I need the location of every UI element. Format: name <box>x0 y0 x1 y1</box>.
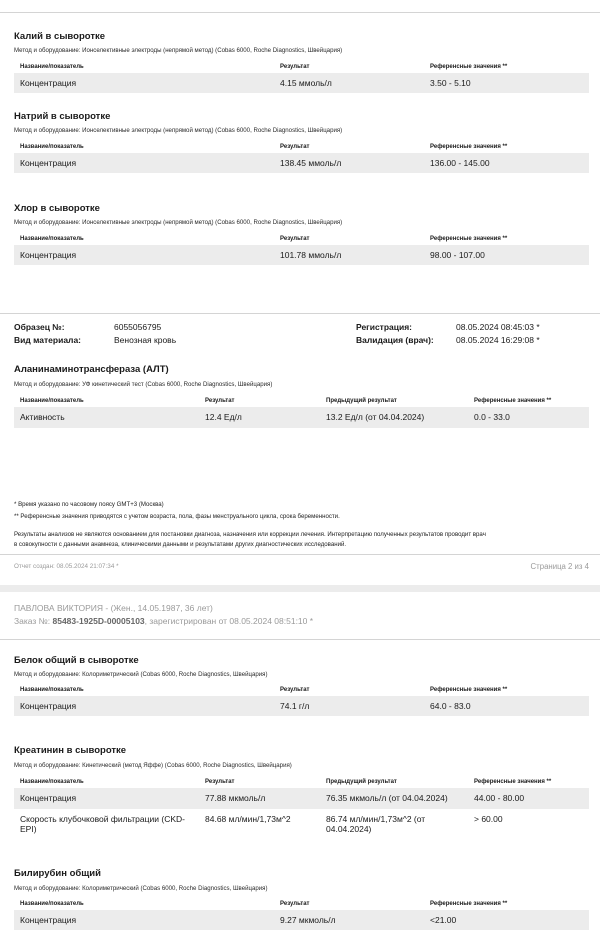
disclaimer-line-2: в совокупности с данными анамнеза, клиническими данными и результатами других диагностических исследований. <box>14 541 347 548</box>
cell-reference: 136.00 - 145.00 <box>430 158 490 168</box>
header-result: Результат <box>280 144 310 150</box>
header-name: Название/показатель <box>20 236 84 242</box>
cell-reference: 64.0 - 83.0 <box>430 701 471 711</box>
cell-result: 84.68 мл/мин/1,73м^2 <box>205 814 291 824</box>
header-name: Название/показатель <box>20 779 84 785</box>
cell-result: 101.78 ммоль/л <box>280 250 342 260</box>
header-result: Результат <box>280 236 310 242</box>
cell-reference: 3.50 - 5.10 <box>430 78 471 88</box>
method-text: Метод и оборудование: Ионселективные электроды (непрямой метод) (Cobas 6000, Roche Diagnostics, Швейцария) <box>14 127 343 134</box>
table-row <box>14 73 589 93</box>
registration-label: Регистрация: <box>356 322 413 332</box>
order-info <box>14 616 313 626</box>
cell-previous: 13.2 Ед/л (от 04.04.2024) <box>326 412 425 422</box>
header-reference: Референсные значения ** <box>474 779 552 785</box>
section-title: Креатинин в сыворотке <box>14 745 127 756</box>
method-text: Метод и оборудование: Ионселективные электроды (непрямой метод) (Cobas 6000, Roche Diagnostics, Швейцария) <box>14 47 343 54</box>
table-row <box>14 809 589 839</box>
header-name: Название/показатель <box>20 901 84 907</box>
method-text: Метод и оборудование: Колориметрический (Cobas 6000, Roche Diagnostics, Швейцария) <box>14 885 268 892</box>
header-name: Название/показатель <box>20 687 84 693</box>
header-reference: Референсные значения ** <box>430 144 508 150</box>
cell-name: Концентрация <box>20 250 77 260</box>
cell-result: 12.4 Ед/л <box>205 412 242 422</box>
page-break <box>0 585 600 592</box>
header-result: Результат <box>280 901 310 907</box>
sample-divider <box>0 313 600 314</box>
cell-result: 74.1 г/л <box>280 701 310 711</box>
cell-name: Концентрация <box>20 78 77 88</box>
header-divider <box>0 639 600 640</box>
method-text: Метод и оборудование: Колориметрический (Cobas 6000, Roche Diagnostics, Швейцария) <box>14 671 268 678</box>
cell-name: Концентрация <box>20 158 77 168</box>
material-label: Вид материала: <box>14 335 82 345</box>
sample-number-value: 6055056795 <box>114 322 162 332</box>
cell-previous: 86.74 мл/мин/1,73м^2 (от 04.04.2024) <box>326 814 426 834</box>
section-title: Натрий в сыворотке <box>14 111 111 122</box>
page-number: Страница 2 из 4 <box>530 562 589 571</box>
cell-name: Скорость клубочковой фильтрации (CKD-EPI) <box>20 814 185 834</box>
section-title: Хлор в сыворотке <box>14 203 100 214</box>
section-title: Аланинаминотрансфераза (АЛТ) <box>14 364 169 375</box>
cell-name: Концентрация <box>20 793 77 803</box>
cell-previous: 76.35 мкмоль/л (от 04.04.2024) <box>326 793 448 803</box>
report-created: Отчет создан: 08.05.2024 21:07:34 * <box>14 563 119 570</box>
cell-name: Концентрация <box>20 701 77 711</box>
header-result: Результат <box>205 779 235 785</box>
header-previous: Предыдущий результат <box>326 779 397 785</box>
cell-name: Концентрация <box>20 915 77 925</box>
section-title: Белок общий в сыворотке <box>14 655 139 666</box>
footer-divider <box>0 554 600 555</box>
method-text: Метод и оборудование: УФ кинетический тест (Cobas 6000, Roche Diagnostics, Швейцария) <box>14 381 273 388</box>
header-reference: Референсные значения ** <box>430 687 508 693</box>
cell-result: 4.15 ммоль/л <box>280 78 332 88</box>
cell-result: 77.88 мкмоль/л <box>205 793 266 803</box>
cell-name: Активность <box>20 412 65 422</box>
header-result: Результат <box>205 398 235 404</box>
validation-value: 08.05.2024 16:29:08 * <box>456 335 540 345</box>
sample-number-label: Образец №: <box>14 322 65 332</box>
section-title: Калий в сыворотке <box>14 31 106 42</box>
order-number: 85483-1925D-00005103 <box>52 616 145 626</box>
method-text: Метод и оборудование: Ионселективные электроды (непрямой метод) (Cobas 6000, Roche Diagnostics, Швейцария) <box>14 219 343 226</box>
header-reference: Референсные значения ** <box>430 236 508 242</box>
order-suffix: , зарегистрирован от 08.05.2024 08:51:10 * <box>144 616 314 626</box>
method-text: Метод и оборудование: Кинетический (метод Яффе) (Cobas 6000, Roche Diagnostics, Швейцария) <box>14 762 292 769</box>
header-previous: Предыдущий результат <box>326 398 397 404</box>
cell-result: 9.27 мкмоль/л <box>280 915 336 925</box>
material-value: Венозная кровь <box>114 335 177 345</box>
header-result: Результат <box>280 64 310 70</box>
header-reference: Референсные значения ** <box>474 398 552 404</box>
header-name: Название/показатель <box>20 398 84 404</box>
cell-reference: 98.00 - 107.00 <box>430 250 485 260</box>
table-row <box>14 407 589 428</box>
table-row <box>14 245 589 265</box>
header-name: Название/показатель <box>20 64 84 70</box>
patient-info: ПАВЛОВА ВИКТОРИЯ - (Жен., 14.05.1987, 36 лет) <box>14 603 213 613</box>
header-reference: Референсные значения ** <box>430 901 508 907</box>
reference-note: ** Референсные значения приводятся с учетом возраста, пола, фазы менструального цикла, срока беременности. <box>14 513 340 520</box>
header-result: Результат <box>280 687 310 693</box>
cell-reference: 44.00 - 80.00 <box>474 793 525 803</box>
table-row <box>14 696 589 716</box>
header-name: Название/показатель <box>20 144 84 150</box>
header-reference: Референсные значения ** <box>430 64 508 70</box>
table-row <box>14 788 589 809</box>
table-row <box>14 910 589 930</box>
section-title: Билирубин общий <box>14 868 101 879</box>
cell-reference: 0.0 - 33.0 <box>474 412 510 422</box>
order-prefix: Заказ №: <box>14 616 53 626</box>
cell-result: 138.45 ммоль/л <box>280 158 342 168</box>
cell-reference: > 60.00 <box>474 814 503 824</box>
table-row <box>14 153 589 173</box>
top-divider <box>0 12 600 13</box>
validation-label: Валидация (врач): <box>356 335 434 345</box>
cell-reference: <21.00 <box>430 915 457 925</box>
registration-value: 08.05.2024 08:45:03 * <box>456 322 540 332</box>
disclaimer-line-1: Результаты анализов не являются основанием для постановки диагноза, назначения или коррекции лечения. Интерпретацию полученных результатов проводит врач <box>14 531 486 538</box>
time-note: * Время указано по часовому поясу GMT+3 (Москва) <box>14 501 164 508</box>
